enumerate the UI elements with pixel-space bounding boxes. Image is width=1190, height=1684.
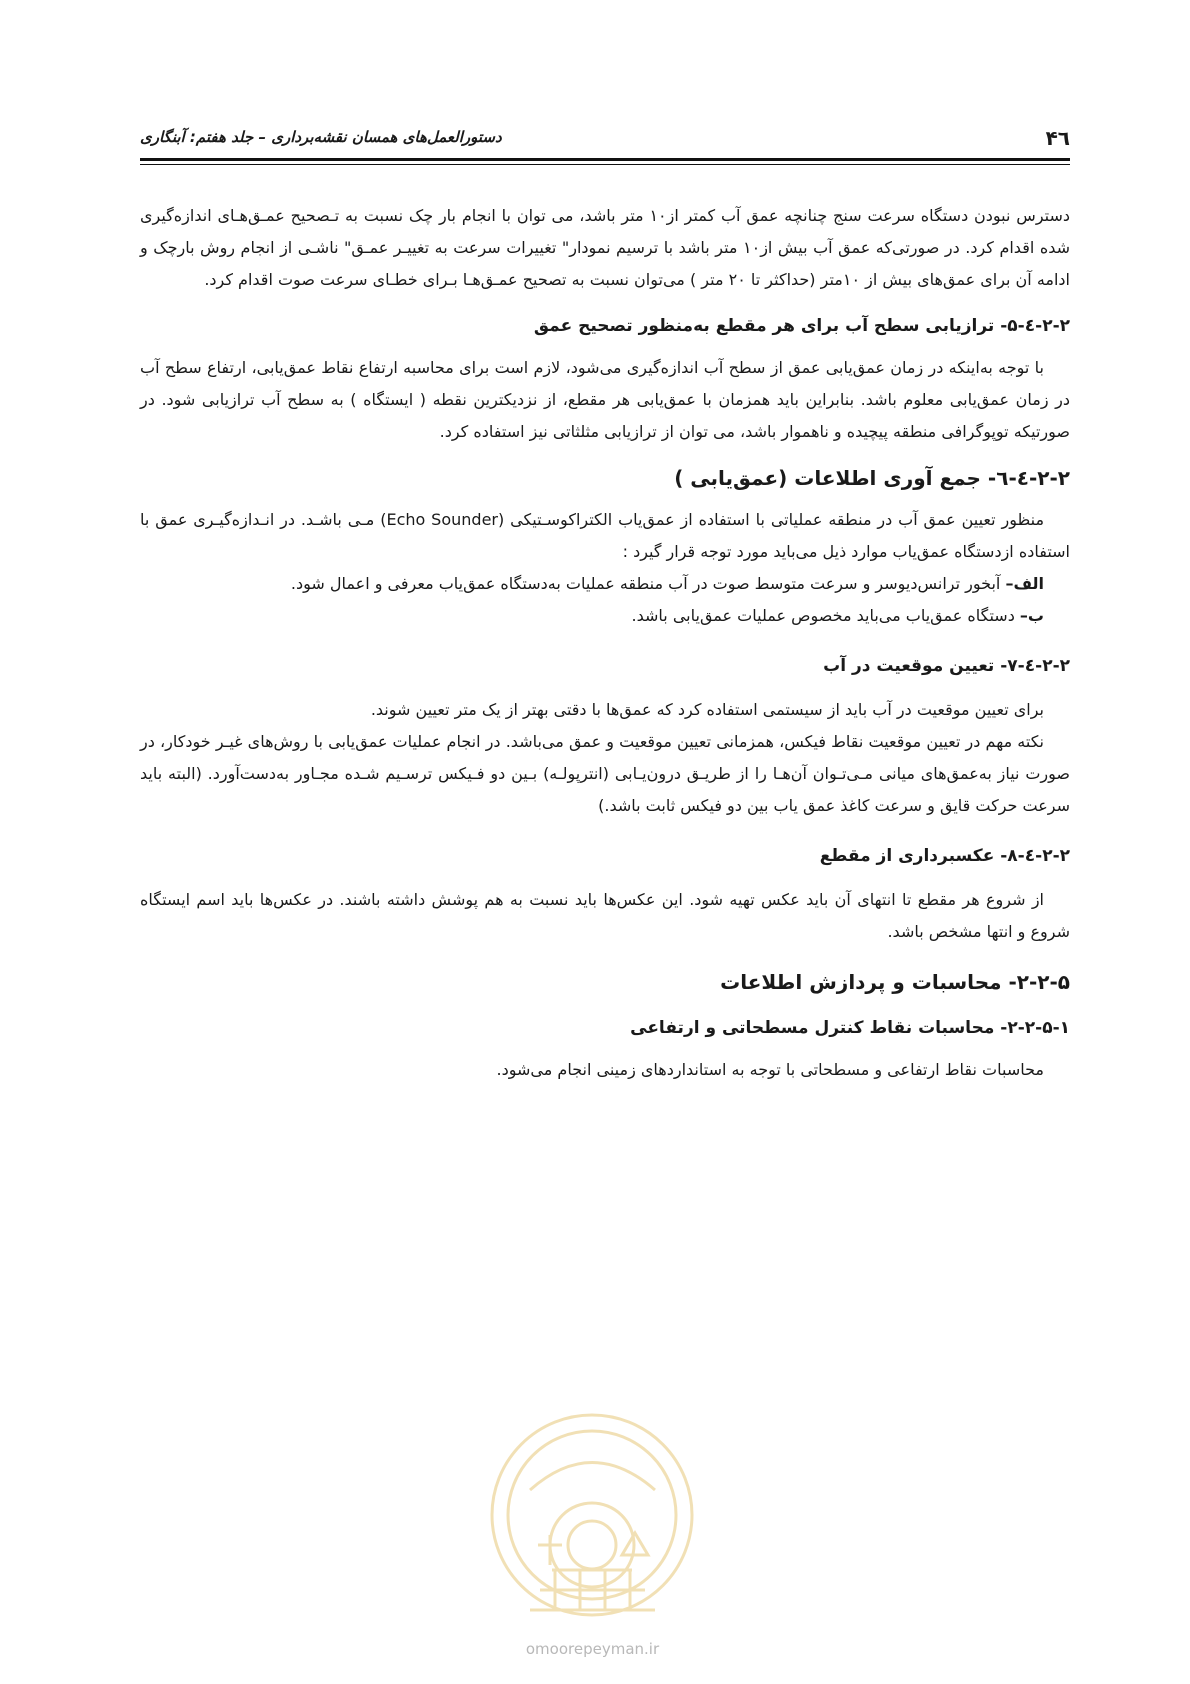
- header-rule-thin: [140, 164, 1070, 165]
- paragraph-positioning-1: برای تعیین موقعیت در آب باید از سیستمی استفاده کرد که عمق‌ها با دقتی بهتر از یک متر تعیین شوند.: [370, 700, 1044, 719]
- heading-2-2-4-8: ۲-۲-٤-۸- عکسبرداری از مقطع: [819, 846, 1070, 866]
- paragraph-water-leveling: با توجه به‌اینکه در زمان عمق‌یابی عمق از سطح آب اندازه‌گیری می‌شود، لازم است برای محاسبه ارتفاع نقاط عمق‌یابی، ارتفاع سطح آب در زمان عمق‌یابی معلوم باشد. بنابراین باید همزمان با عمق‌یابی هر مقطع، از نزدیکترین نقطه ( ایستگاه ) به سطح آب ترازیابی شود. در صورتیکه توپوگرافی منطقه پیچیده و ناهموار باشد، می توان از ترازیابی مثلثاتی نیز استفاده کرد.: [140, 358, 1070, 441]
- paragraph-data-collection-b: ) مـی باشـد. در انـدازه‌گیـری عمق با استفاده ازدستگاه عمق‌یاب موارد ذیل می‌باید مورد توجه قرار گیرد :: [140, 510, 1070, 561]
- page-number: ۴٦: [1045, 126, 1070, 150]
- list-item-alef-text: آبخور ترانس‌دیوسر و سرعت متوسط صوت در آب منطقه عملیات به‌دستگاه عمق‌یاب معرفی و اعمال شود.: [290, 574, 1006, 593]
- paragraph-data-collection-a: منظور تعیین عمق آب در منطقه عملیاتی با استفاده از عمق‌یاب الکتراکوسـتیکی (: [498, 510, 1045, 529]
- heading-2-2-5-1: ۲-۲-۵-۱- محاسبات نقاط کنترل مسطحاتی و ارتفاعی: [630, 1018, 1070, 1038]
- page-body: [140, 200, 1070, 1086]
- watermark-seal-icon: [470, 1395, 715, 1665]
- list-item-be-label: ب–: [1019, 606, 1044, 625]
- paragraph-positioning-2: نکته مهم در تعیین موقعیت نقاط فیکس، همزمانی تعیین موقعیت و عمق می‌باشد. در انجام عملیات عمق‌یابی با روش‌های غیـر خودکار، در صورت نیاز به‌عمق‌های میانی مـی‌تـوان آن‌هـا را از طریـق درون‌یـابی (انترپولـه) بـین دو فـیکس ترسـیم شـده مجـاور به‌دست‌آورد. (البته باید سرعت حرکت قایق و سرعت کاغذ عمق یاب بین دو فیکس ثابت باشد.): [140, 732, 1070, 815]
- echo-sounder-term: Echo Sounder: [386, 510, 498, 529]
- paragraph-control-points: محاسبات نقاط ارتفاعی و مسطحاتی با توجه به استانداردهای زمینی انجام می‌شود.: [496, 1060, 1044, 1079]
- paragraph-photography: از شروع هر مقطع تا انتهای آن باید عکس تهیه شود. این عکس‌ها باید نسبت به هم پوشش داشته باشند. در عکس‌ها باید اسم ایستگاه شروع و انتها مشخص باشد.: [140, 890, 1070, 941]
- list-item-be-text: دستگاه عمق‌یاب می‌باید مخصوص عملیات عمق‌یابی باشد.: [631, 606, 1020, 625]
- header-rule-thick: [140, 158, 1070, 161]
- page-header: [140, 118, 1070, 158]
- heading-2-2-4-6: ۲-۲-٤-٦- جمع آوری اطلاعات (عمق‌یابی ): [674, 466, 1070, 490]
- heading-2-2-5: ۲-۲-۵- محاسبات و پردازش اطلاعات: [720, 970, 1070, 994]
- paragraph-data-collection: [140, 504, 1070, 568]
- heading-2-2-4-5: ۲-۲-٤-۵- ترازیابی سطح آب برای هر مقطع به‌منظور تصحیح عمق: [533, 316, 1070, 336]
- list-item-alef: [140, 568, 1070, 600]
- watermark-seal: [470, 1395, 715, 1665]
- paragraph-intro: دسترس نبودن دستگاه سرعت سنج چنانچه عمق آب کمتر از۱۰ متر باشد، می توان با انجام بار چک نسبت به تـصحیح عمـق‌هـای اندازه‌گیری شده اقدام کرد. در صورتی‌که عمق آب بیش از۱۰ متر باشد با ترسیم نمودار" تغییرات سرعت به تغییـر عمـق" ناشـی از انجام روش بارچک و ادامه آن برای عمق‌های بیش از ۱۰متر (حداکثر تا ۲۰ متر ) می‌توان نسبت به تصحیح عمـق‌هـا بـرای خطـای سرعت صوت اقدام کرد.: [140, 206, 1071, 289]
- list-item-be: [140, 600, 1070, 632]
- running-title: دستورالعمل‌های همسان نقشه‌برداری – جلد هفتم: آبنگاری: [140, 128, 502, 146]
- watermark-url: omoorepeyman.ir: [525, 1640, 660, 1658]
- list-item-alef-label: الف–: [1005, 574, 1044, 593]
- heading-2-2-4-7: ۲-۲-٤-۷- تعیین موقعیت در آب: [823, 656, 1070, 676]
